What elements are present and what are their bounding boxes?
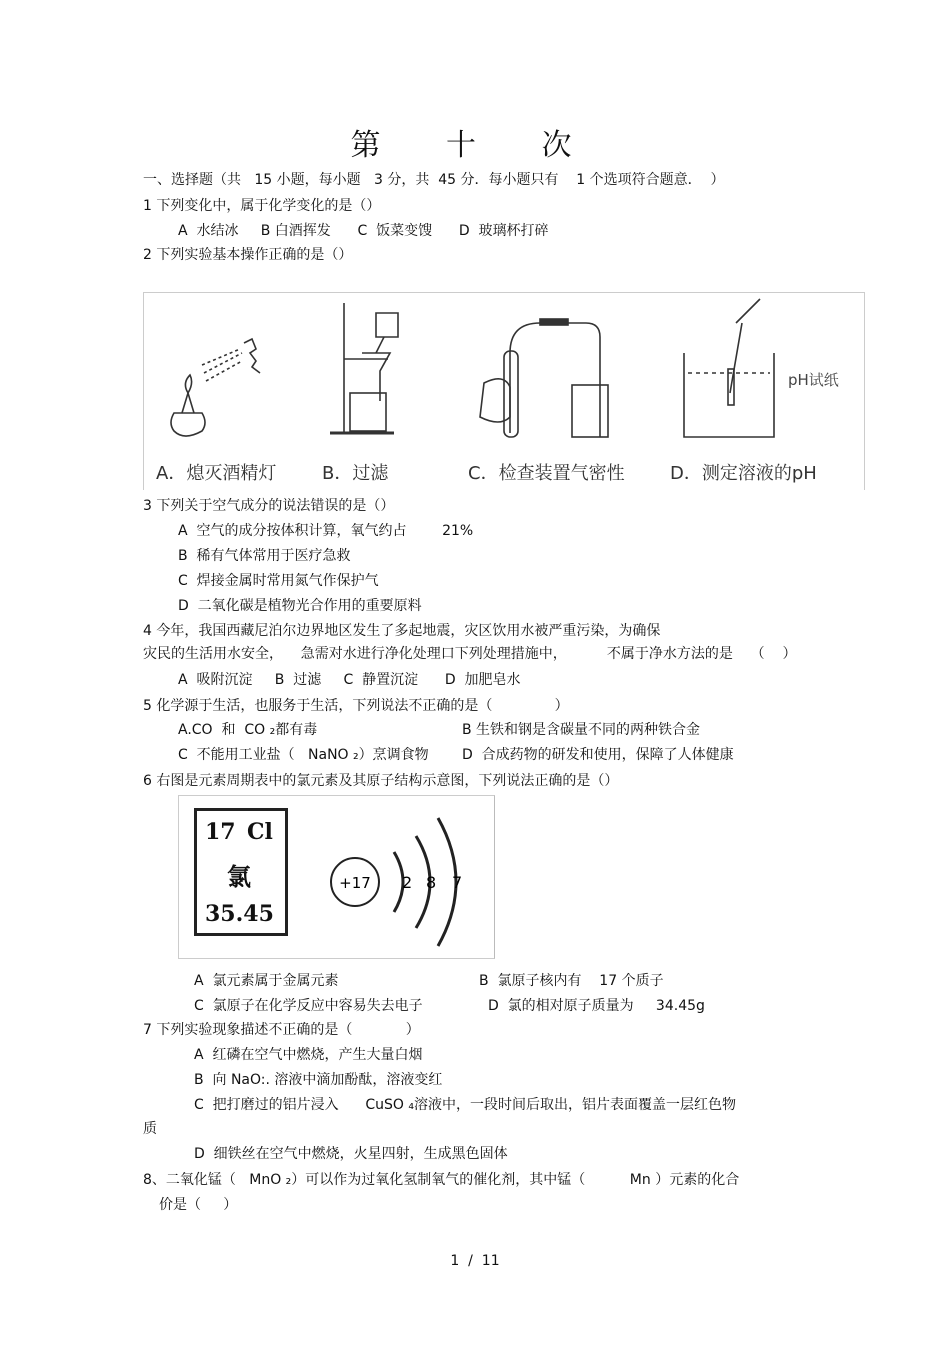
atom-structure-diagram xyxy=(314,796,494,956)
filtration-illustration xyxy=(330,303,398,433)
text-line: C 焊接金属时常用氮气作保护气 xyxy=(178,573,379,589)
text-line: D 二氧化碳是植物光合作用的重要原料 xyxy=(178,598,422,614)
text-line: A 水结冰 B 白酒挥发 C 饭菜变馊 D 玻璃杯打碎 xyxy=(178,223,549,239)
text-line: 价是（ ） xyxy=(159,1197,238,1213)
caption-c: C．检查装置气密性 xyxy=(468,463,625,484)
caption-d: D．测定溶液的pH xyxy=(670,463,817,484)
caption-a: A．熄灭酒精灯 xyxy=(156,463,277,484)
ph-paper-label: pH试纸 xyxy=(788,371,839,389)
text-line: 5 化学源于生活，也服务于生活，下列说法不正确的是（ ） xyxy=(143,698,569,714)
alcohol-lamp-illustration xyxy=(171,339,260,436)
nucleus-charge: +17 xyxy=(339,874,371,892)
text-line: D 合成药物的研发和使用，保障了人体健康 xyxy=(462,747,734,763)
page-number: 1 / 11 xyxy=(450,1253,500,1269)
text-line: 4 今年，我国西藏尼泊尔边界地区发生了多起地震，灾区饮用水被严重污染，为确保 xyxy=(143,623,661,639)
page-title: 第 十 次 xyxy=(350,128,600,163)
text-line: B 生铁和钢是含碳量不同的两种铁合金 xyxy=(462,722,701,738)
element-name: 氯 xyxy=(227,862,251,891)
text-line: A 氯元素属于金属元素 xyxy=(194,973,339,989)
shell-1-count: 2 xyxy=(402,873,413,892)
shell-3-count: 7 xyxy=(452,873,463,892)
text-line: B 氯原子核内有 17 个质子 xyxy=(479,973,664,989)
element-card xyxy=(194,808,288,936)
text-line: A 空气的成分按体积计算，氧气约占 21% xyxy=(178,523,474,539)
text-line: 灾民的生活用水安全， 急需对水进行净化处理口下列处理措施中， 不属于净水方法的是 （ ） xyxy=(143,646,797,662)
text-line: 质 xyxy=(143,1121,157,1137)
text-line: A 吸附沉淀 B 过滤 C 静置沉淀 D 加肥皂水 xyxy=(178,672,521,688)
caption-b: B．过滤 xyxy=(322,463,389,484)
text-line: D 细铁丝在空气中燃烧，火星四射，生成黑色固体 xyxy=(194,1146,508,1162)
chlorine-figure xyxy=(178,795,495,959)
text-line: 7 下列实验现象描述不正确的是（ ） xyxy=(143,1022,420,1038)
text-line: A.CO 和 CO ₂都有毒 xyxy=(178,722,318,738)
text-line: 一、选择题（共 15 小题，每小题 3 分，共 45 分．每小题只有 1 个选项符合题意． ） xyxy=(143,172,725,188)
text-line: 2 下列实验基本操作正确的是（） xyxy=(143,247,353,263)
text-line: 8、二氧化锰（ MnO ₂）可以作为过氧化氢制氧气的催化剂，其中锰（ Mn ）元素的化合 xyxy=(143,1172,740,1188)
text-line: 3 下列关于空气成分的说法错误的是（） xyxy=(143,498,395,514)
lab-operations-figure xyxy=(143,292,865,490)
ph-test-illustration xyxy=(684,299,774,437)
text-line: C 不能用工业盐（ NaNO ₂）烹调食物 xyxy=(178,747,429,763)
text-line: 6 右图是元素周期表中的氯元素及其原子结构示意图，下列说法正确的是（） xyxy=(143,773,619,789)
atomic-mass: 35.45 xyxy=(205,901,274,927)
text-line: C 把打磨过的铝片浸入 CuSO ₄溶液中，一段时间后取出，铝片表面覆盖一层红色物 xyxy=(194,1097,736,1113)
text-line: D 氯的相对原子质量为 34.45g xyxy=(488,998,705,1014)
airtightness-illustration xyxy=(480,319,608,437)
element-symbol: Cl xyxy=(247,819,273,845)
text-line: 1 下列变化中，属于化学变化的是（） xyxy=(143,198,381,214)
text-line: B 向 NaO:. 溶液中滴加酚酞，溶液变红 xyxy=(194,1072,443,1088)
text-line: B 稀有气体常用于医疗急救 xyxy=(178,548,351,564)
text-line: A 红磷在空气中燃烧，产生大量白烟 xyxy=(194,1047,423,1063)
atomic-number: 17 xyxy=(205,819,236,845)
shell-2-count: 8 xyxy=(426,873,437,892)
text-line: C 氯原子在化学反应中容易失去电子 xyxy=(194,998,423,1014)
